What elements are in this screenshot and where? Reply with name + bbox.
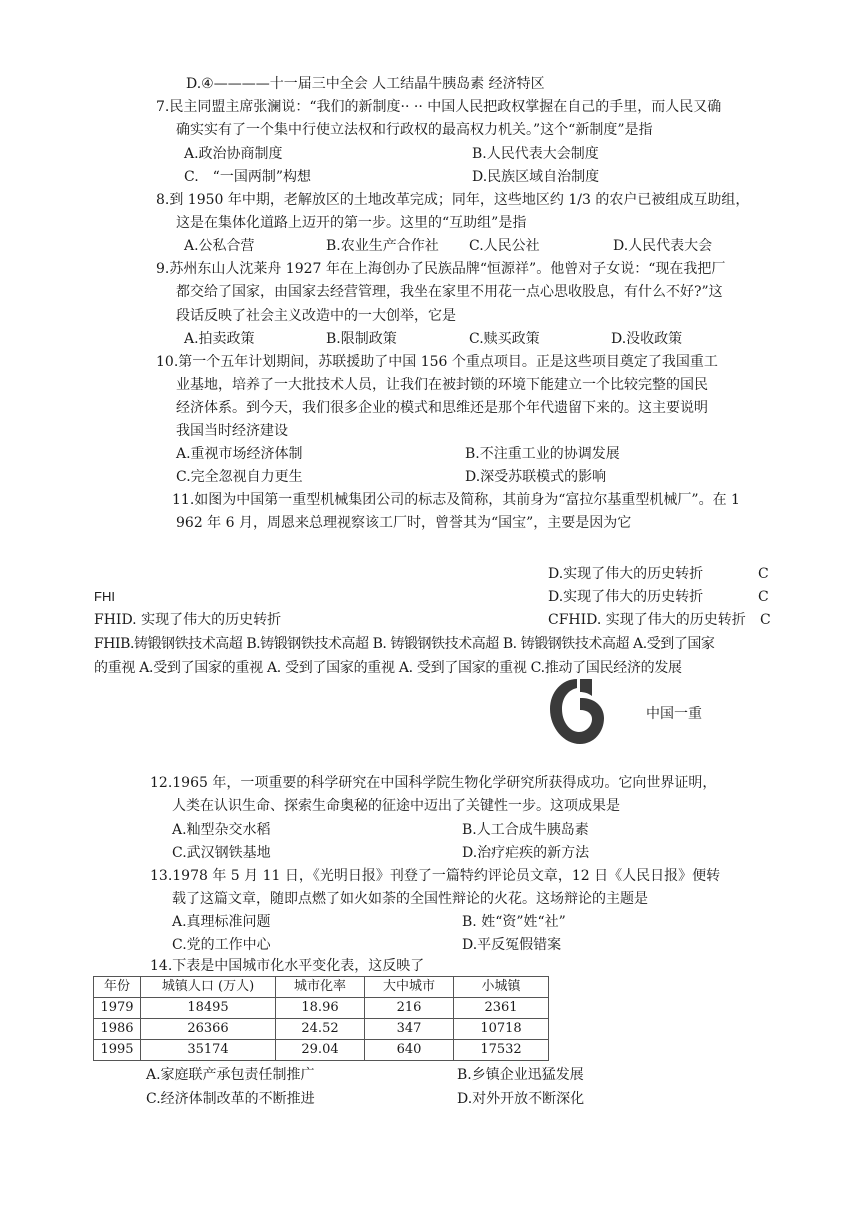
q7-option-b: B.人民代表大会制度 [472, 146, 599, 162]
q13-option-b: B. 姓“资”姓“社” [462, 914, 566, 930]
q11-garbled-text: C [758, 589, 769, 605]
table-cell: 24.52 [276, 1019, 365, 1040]
table-cell: 10718 [454, 1019, 549, 1040]
q14-option-a: A.家庭联产承包责任制推广 [146, 1067, 315, 1083]
q7-option-d: D.民族区域自治制度 [472, 169, 600, 185]
q12-option-b: B.人工合成牛胰岛素 [462, 822, 589, 838]
q9-option-a: A.拍卖政策 [184, 331, 255, 347]
q11-garbled-text: C [758, 566, 769, 582]
q12-option-c: C.武汉钢铁基地 [172, 845, 271, 861]
table-cell: 1986 [94, 1019, 141, 1040]
q14-stem: 14.下表是中国城市化水平变化表，这反映了 [150, 958, 425, 974]
q9-option-c: C.赎买政策 [469, 331, 540, 347]
q12-option-d: D.治疗疟疾的新方法 [462, 845, 590, 861]
q11-garbled-text: FHIB.铸锻钢铁技术高超 B.铸锻钢铁技术高超 B. 铸锻钢铁技术高超 B. 铸锻钢铁技术高超 A.受到了国家 [94, 636, 715, 652]
q8-option-b: B.农业生产合作社 [326, 238, 439, 254]
table-header-row [94, 977, 549, 998]
q11-garbled-text: FHI [94, 589, 115, 604]
q11-stem-line: 962 年 6 月，周恩来总理视察该工厂时，曾誉其为“国宝”，主要是因为它 [176, 515, 632, 531]
q10-option-a: A.重视市场经济体制 [176, 446, 303, 462]
table-row [94, 1019, 549, 1040]
q14-option-b: B.乡镇企业迅猛发展 [457, 1067, 584, 1083]
table-cell: 640 [365, 1040, 454, 1061]
q9-option-d: D.没收政策 [611, 331, 683, 347]
q11-garbled-text: 的重视 A.受到了国家的重视 A. 受到了国家的重视 A. 受到了国家的重视 C.推动了国民经济的发展 [94, 660, 682, 676]
q10-stem-line: 经济体系。到今天，我们很多企业的模式和思维还是那个年代遗留下来的。这主要说明 [176, 400, 708, 416]
table-header-cell: 大中城市 [365, 977, 454, 998]
china-first-heavy-logo [546, 676, 608, 748]
q7-option-c: C. “一国两制”构想 [184, 169, 311, 185]
q6-option-d: D.④————十一届三中全会 人工结晶牛胰岛素 经济特区 [186, 76, 545, 92]
q11-garbled-text: D.实现了伟大的历史转折 [548, 589, 704, 605]
q9-stem-line: 都交给了国家，由国家去经营管理，我坐在家里不用花一点心思收股息，有什么不好?”这 [176, 284, 723, 300]
table-header-cell: 年份 [94, 977, 141, 998]
q14-option-d: D.对外开放不断深化 [457, 1091, 585, 1107]
q8-stem-line: 这是在集体化道路上迈开的第一步。这里的“互助组”是指 [176, 215, 527, 231]
q12-stem-line: 人类在认识生命、探索生命奥秘的征途中迈出了关键性一步。这项成果是 [172, 798, 620, 814]
table-cell: 1979 [94, 998, 141, 1019]
table-cell: 29.04 [276, 1040, 365, 1061]
table-cell: 18.96 [276, 998, 365, 1019]
q12-option-a: A.籼型杂交水稻 [172, 822, 271, 838]
q8-option-d: D.人民代表大会 [613, 238, 713, 254]
q13-option-c: C.党的工作中心 [172, 937, 271, 953]
table-cell: 347 [365, 1019, 454, 1040]
q10-option-d: D.深受苏联模式的影响 [465, 469, 607, 485]
q8-option-c: C.人民公社 [469, 238, 540, 254]
q11-garbled-text: D.实现了伟大的历史转折 [548, 566, 704, 582]
logo-label: 中国一重 [646, 706, 702, 722]
q12-stem-line: 12.1965 年，一项重要的科学研究在中国科学院生物化学研究所获得成功。它向世界证明， [150, 775, 717, 791]
q13-option-d: D.平反冤假错案 [462, 937, 562, 953]
table-row [94, 1040, 549, 1061]
q13-stem-line: 载了这篇文章，随即点燃了如火如荼的全国性辩论的火花。这场辩论的主题是 [172, 891, 648, 907]
q11-garbled-text: FHID. 实现了伟大的历史转折 [94, 612, 282, 628]
q10-stem-line: 10.第一个五年计划期间，苏联援助了中国 156 个重点项目。正是这些项目奠定了我国重工 [156, 354, 718, 370]
table-row [94, 998, 549, 1019]
table-cell: 26366 [141, 1019, 276, 1040]
table-cell: 2361 [454, 998, 549, 1019]
table-cell: 18495 [141, 998, 276, 1019]
q9-stem-line: 9.苏州东山人沈莱舟 1927 年在上海创办了民族品牌“恒源祥”。他曾对子女说：“现在我把厂 [156, 261, 726, 277]
table-cell: 17532 [454, 1040, 549, 1061]
q11-stem-line: 11.如图为中国第一重型机械集团公司的标志及简称，其前身为“富拉尔基重型机械厂”。在 1 [172, 492, 740, 508]
q8-stem-line: 8.到 1950 年中期，老解放区的土地改革完成；同年，这些地区约 1/3 的农户已被组成互助组， [156, 192, 750, 208]
q13-option-a: A.真理标准问题 [172, 914, 271, 930]
q9-option-b: B.限制政策 [326, 331, 397, 347]
q10-option-b: B.不注重工业的协调发展 [465, 446, 620, 462]
table-cell: 35174 [141, 1040, 276, 1061]
table-cell: 1995 [94, 1040, 141, 1061]
q9-stem-line: 段话反映了社会主义改造中的一大创举，它是 [176, 308, 456, 324]
q14-option-c: C.经济体制改革的不断推进 [146, 1091, 315, 1107]
q10-stem-line: 我国当时经济建设 [176, 423, 288, 439]
table-header-cell: 小城镇 [454, 977, 549, 998]
q10-stem-line: 业基地，培养了一大批技术人员，让我们在被封锁的环境下能建立一个比较完整的国民 [176, 377, 708, 393]
q11-garbled-text: CFHID. 实现了伟大的历史转折 [548, 612, 746, 628]
table-cell: 216 [365, 998, 454, 1019]
table-header-cell: 城镇人口 (万人) [141, 977, 276, 998]
q10-option-c: C.完全忽视自力更生 [176, 469, 303, 485]
q7-stem-line: 确实实有了一个集中行使立法权和行政权的最高权力机关。”这个“新制度”是指 [176, 122, 653, 138]
q11-garbled-text: C [760, 612, 771, 628]
q8-option-a: A.公私合营 [184, 238, 255, 254]
q13-stem-line: 13.1978 年 5 月 11 日，《光明日报》刊登了一篇特约评论员文章，12 日《人民日报》便转 [150, 868, 721, 884]
q7-stem-line: 7.民主同盟主席张澜说：“我们的新制度·· ·· 中国人民把政权掌握在自己的手里，而人民又确 [156, 99, 722, 115]
table-header-cell: 城市化率 [276, 977, 365, 998]
urbanization-table [93, 976, 549, 1061]
q7-option-a: A.政治协商制度 [184, 146, 283, 162]
